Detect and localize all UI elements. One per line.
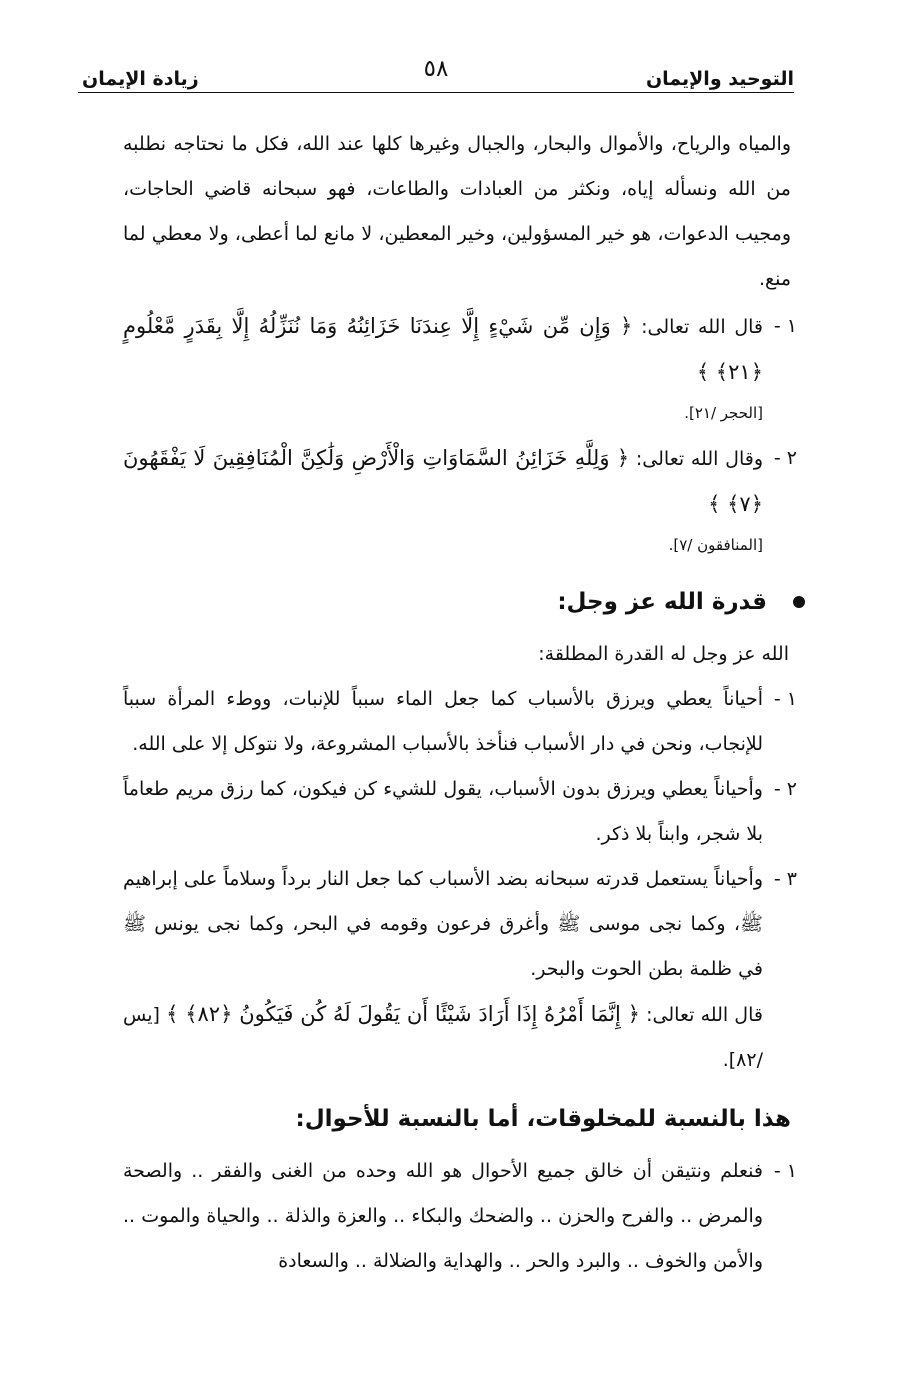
intro-paragraph bbox=[123, 122, 793, 302]
item-text: وأحياناً يستعمل قدرته سبحانه بضد الأسباب كما جعل النار برداً وسلاماً على إبراهيم ﷺ، وكما نجى موسى ﷺ وأغرق فرعون وقومه في البحر، وكما نجى يونس ﷺ في ظلمة بطن الحوت والبحر. bbox=[123, 868, 763, 980]
item-text: وأحياناً يعطي ويرزق بدون الأسباب، يقول للشيء كن فيكون، كما رزق مريم طعاماً بلا شجر، وابناً بلا ذكر. bbox=[123, 778, 763, 845]
quran-verse: ﴿ إِنَّمَا أَمْرُهُ إِذَا أَرَادَ شَيْئًا أَن يَقُولَ لَهُ كُن فَيَكُونُ ﴿٨٢﴾ ﴾ bbox=[166, 1002, 640, 1026]
item-number: ٢ - bbox=[773, 778, 797, 800]
item-number: ٢ - bbox=[773, 447, 797, 469]
quran-verse: ﴿ وَلِلَّهِ خَزَائِنُ السَّمَاوَاتِ وَالْأَرْضِ وَلَٰكِنَّ الْمُنَافِقِينَ لَا يَفْقَهُونَ ﴿٧﴾ ﴾ bbox=[123, 446, 763, 516]
page-body bbox=[123, 122, 797, 1284]
item-number: ١ - bbox=[773, 315, 797, 337]
verse-line bbox=[123, 992, 793, 1083]
book-title: التوحيد والإيمان bbox=[645, 68, 794, 90]
item-text: أحياناً يعطي ويرزق بالأسباب كما جعل الماء سبباً للإنبات، ووطء المرأة سبباً للإنجاب، ونحن في دار الأسباب فنأخذ بالأسباب المشروعة، ولا نتوكل إلا على الله. bbox=[123, 688, 763, 755]
intro-line: قاضي الحاجات، ومجيب الدعوات، هو خير المسؤولين، وخير المعطين، لا bbox=[123, 178, 791, 245]
verse-lead: قال الله تعالى: bbox=[646, 1004, 763, 1026]
section-heading bbox=[123, 572, 793, 632]
intro-line: نحتاجه نطلبه من الله ونسأله إياه، ونكثر من العبادات والطاعات، فهو سبحانه bbox=[123, 133, 791, 200]
list-item bbox=[123, 677, 797, 767]
verse-reference: [يس /٨٢]. bbox=[123, 1004, 763, 1071]
item-number: ١ - bbox=[773, 1160, 797, 1182]
bullet-icon bbox=[793, 596, 805, 608]
page-header bbox=[78, 56, 794, 93]
list-item bbox=[123, 857, 797, 992]
quran-verse: ﴿ وَإِن مِّن شَيْءٍ إِلَّا عِندَنَا خَزَائِنُهُ وَمَا نُنَزِّلُهُ إِلَّا بِقَدَرٍ مَّعْلُومٍ ﴿٢١﴾ ﴾ bbox=[123, 314, 763, 384]
item-number: ٣ - bbox=[773, 868, 797, 890]
verse-lead: وقال الله تعالى: bbox=[635, 448, 763, 470]
verse-reference: [الحجر /٢١]. bbox=[684, 404, 763, 422]
item-text: فنعلم ونتيقن أن خالق جميع الأحوال هو الله وحده من الغنى والفقر .. والصحة والمرض .. والفرح والحزن .. والضحك والبكاء .. والعزة والذلة .. والحياة والموت .. والأمن والخوف .. والبرد والحر .. والهداية والضلالة .. والسعادة bbox=[123, 1160, 763, 1272]
page-number: ٥٨ bbox=[423, 56, 449, 82]
verse-reference: [المنافقون /٧]. bbox=[668, 536, 763, 554]
verse-lead: قال الله تعالى: bbox=[641, 316, 763, 338]
list-item bbox=[123, 1149, 797, 1284]
item-number: ١ - bbox=[773, 688, 797, 710]
section-title: زيادة الإيمان bbox=[82, 68, 199, 90]
section-heading: هذا بالنسبة للمخلوقات، أما بالنسبة للأحوال: bbox=[295, 1106, 791, 1132]
verse-item-2 bbox=[123, 436, 797, 562]
list-item bbox=[123, 767, 797, 857]
verse-item-1 bbox=[123, 304, 797, 430]
section-heading-text: قدرة الله عز وجل: bbox=[557, 589, 767, 615]
intro-line: والمياه والرياح، والأموال والبحار، والجبال وغيرها كلها عند الله، فكل ما bbox=[231, 133, 791, 155]
section-intro: الله عز وجل له القدرة المطلقة: bbox=[538, 643, 789, 665]
intro-line: مانع لما أعطى، ولا معطي لما منع. bbox=[123, 223, 791, 290]
